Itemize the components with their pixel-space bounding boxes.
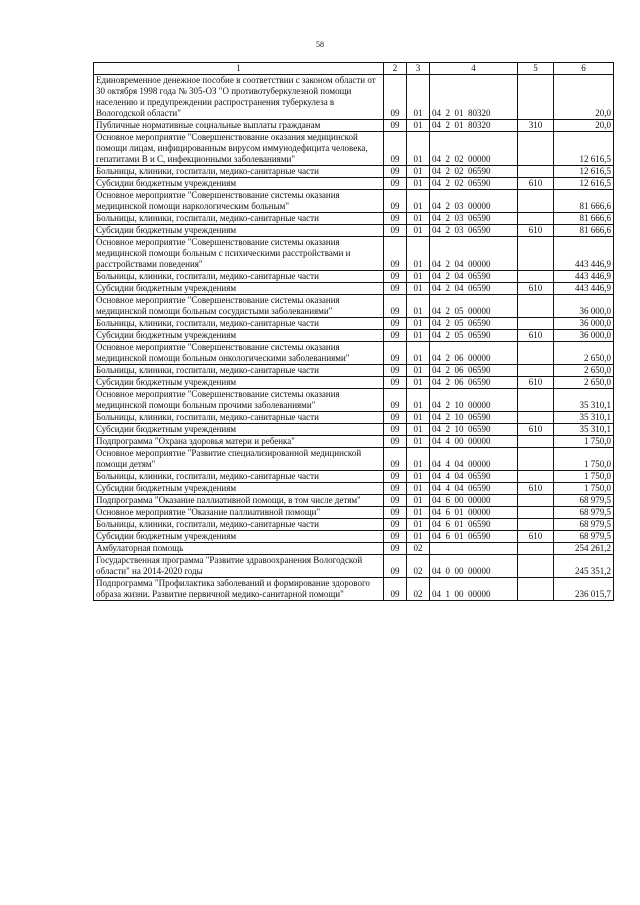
row-name: Субсидии бюджетным учреждениям — [94, 178, 384, 190]
column-header: 3 — [407, 63, 430, 75]
row-section: 09 — [384, 448, 407, 471]
row-name: Основное мероприятие "Развитие специализированной медицинской помощи детям" — [94, 448, 384, 471]
table-row — [94, 120, 614, 132]
row-amount: 36 000,0 — [554, 330, 614, 342]
row-subsection: 01 — [407, 424, 430, 436]
row-section: 09 — [384, 75, 407, 120]
row-target-code: 04 2 05 00000 — [430, 295, 518, 318]
row-name: Субсидии бюджетным учреждениям — [94, 330, 384, 342]
row-name: Субсидии бюджетным учреждениям — [94, 483, 384, 495]
row-name: Единовременное денежное пособие в соответствии с законом области от 30 октября 1998 года № 305-ОЗ "О противотуберкулезной помощи населению и предупреждении распространения туберкулеза в Вологодской области" — [94, 75, 384, 120]
row-target-code: 04 2 04 06590 — [430, 271, 518, 283]
column-header: 4 — [430, 63, 518, 75]
row-section: 09 — [384, 436, 407, 448]
row-name: Больницы, клиники, госпитали, медико-санитарные части — [94, 412, 384, 424]
table-row — [94, 237, 614, 271]
row-amount: 254 261,2 — [554, 543, 614, 555]
row-section: 09 — [384, 519, 407, 531]
row-name: Субсидии бюджетным учреждениям — [94, 424, 384, 436]
row-expense-type: 310 — [518, 120, 554, 132]
row-expense-type — [518, 271, 554, 283]
column-header: 5 — [518, 63, 554, 75]
table-row — [94, 318, 614, 330]
row-amount: 236 015,7 — [554, 578, 614, 601]
row-target-code: 04 2 06 00000 — [430, 342, 518, 365]
row-name: Основное мероприятие "Совершенствование системы оказания медицинской помощи больным прочими заболеваниями" — [94, 389, 384, 412]
row-target-code: 04 2 05 06590 — [430, 318, 518, 330]
table-row — [94, 436, 614, 448]
row-section: 09 — [384, 578, 407, 601]
row-section: 09 — [384, 483, 407, 495]
row-amount: 20,0 — [554, 120, 614, 132]
row-amount: 12 616,5 — [554, 178, 614, 190]
row-subsection: 01 — [407, 471, 430, 483]
row-subsection: 01 — [407, 412, 430, 424]
table-row — [94, 531, 614, 543]
row-expense-type: 610 — [518, 283, 554, 295]
row-amount: 1 750,0 — [554, 471, 614, 483]
row-amount: 35 310,1 — [554, 424, 614, 436]
row-amount: 2 650,0 — [554, 365, 614, 377]
row-name: Основное мероприятие "Совершенствование системы оказания медицинской помощи больным сосудистыми заболеваниями" — [94, 295, 384, 318]
row-section: 09 — [384, 213, 407, 225]
row-expense-type: 610 — [518, 330, 554, 342]
row-expense-type: 610 — [518, 377, 554, 389]
row-section: 09 — [384, 424, 407, 436]
row-name: Публичные нормативные социальные выплаты гражданам — [94, 120, 384, 132]
row-expense-type — [518, 555, 554, 578]
row-amount: 12 616,5 — [554, 132, 614, 166]
row-subsection: 01 — [407, 318, 430, 330]
row-target-code: 04 0 00 00000 — [430, 555, 518, 578]
row-section: 09 — [384, 132, 407, 166]
row-target-code: 04 6 00 00000 — [430, 495, 518, 507]
row-section: 09 — [384, 190, 407, 213]
table-row — [94, 342, 614, 365]
row-name: Основное мероприятие "Оказание паллиативной помощи" — [94, 507, 384, 519]
row-subsection: 01 — [407, 213, 430, 225]
row-subsection: 01 — [407, 190, 430, 213]
row-expense-type — [518, 471, 554, 483]
table-row — [94, 166, 614, 178]
row-expense-type — [518, 295, 554, 318]
table-row — [94, 178, 614, 190]
row-amount: 443 446,9 — [554, 283, 614, 295]
row-target-code: 04 1 00 00000 — [430, 578, 518, 601]
row-subsection: 02 — [407, 578, 430, 601]
row-name: Основное мероприятие "Совершенствование системы оказания медицинской помощи наркологическим больным" — [94, 190, 384, 213]
row-subsection: 01 — [407, 132, 430, 166]
row-target-code: 04 4 04 06590 — [430, 483, 518, 495]
row-amount: 68 979,5 — [554, 507, 614, 519]
row-subsection: 01 — [407, 436, 430, 448]
row-expense-type — [518, 342, 554, 365]
row-section: 09 — [384, 178, 407, 190]
row-expense-type — [518, 132, 554, 166]
table-row — [94, 555, 614, 578]
row-target-code: 04 2 02 00000 — [430, 132, 518, 166]
row-amount: 443 446,9 — [554, 237, 614, 271]
row-target-code: 04 2 03 06590 — [430, 213, 518, 225]
table-row — [94, 271, 614, 283]
row-amount: 81 666,6 — [554, 225, 614, 237]
row-target-code: 04 2 06 06590 — [430, 365, 518, 377]
row-section: 09 — [384, 495, 407, 507]
row-name: Субсидии бюджетным учреждениям — [94, 377, 384, 389]
row-section: 09 — [384, 342, 407, 365]
row-amount: 68 979,5 — [554, 519, 614, 531]
row-name: Больницы, клиники, госпитали, медико-санитарные части — [94, 213, 384, 225]
row-target-code: 04 2 04 00000 — [430, 237, 518, 271]
row-subsection: 01 — [407, 271, 430, 283]
row-section: 09 — [384, 166, 407, 178]
table-row — [94, 75, 614, 120]
row-target-code: 04 2 01 80320 — [430, 75, 518, 120]
table-row — [94, 283, 614, 295]
row-section: 09 — [384, 271, 407, 283]
row-expense-type — [518, 75, 554, 120]
column-header: 6 — [554, 63, 614, 75]
row-name: Основное мероприятие "Совершенствование системы оказания медицинской помощи больным с психическими расстройствами и расстройствами поведения" — [94, 237, 384, 271]
row-amount: 1 750,0 — [554, 483, 614, 495]
row-amount: 20,0 — [554, 75, 614, 120]
row-subsection: 02 — [407, 543, 430, 555]
row-expense-type — [518, 543, 554, 555]
row-target-code: 04 2 02 06590 — [430, 178, 518, 190]
row-section: 09 — [384, 295, 407, 318]
row-section: 09 — [384, 318, 407, 330]
table-row — [94, 412, 614, 424]
table-row — [94, 471, 614, 483]
row-subsection: 01 — [407, 75, 430, 120]
row-section: 09 — [384, 543, 407, 555]
table-row — [94, 495, 614, 507]
row-target-code: 04 2 01 80320 — [430, 120, 518, 132]
row-expense-type: 610 — [518, 225, 554, 237]
row-amount: 68 979,5 — [554, 495, 614, 507]
row-subsection: 02 — [407, 555, 430, 578]
row-target-code: 04 4 04 06590 — [430, 471, 518, 483]
row-name: Основное мероприятие "Совершенствование оказания медицинской помощи лицам, инфицированным вирусом иммунодефицита человека, гепатитами В и С, инфекционными заболеваниями" — [94, 132, 384, 166]
row-target-code: 04 4 04 00000 — [430, 448, 518, 471]
row-subsection: 01 — [407, 120, 430, 132]
table-row — [94, 448, 614, 471]
row-section: 09 — [384, 330, 407, 342]
row-subsection: 01 — [407, 377, 430, 389]
row-expense-type — [518, 412, 554, 424]
row-section: 09 — [384, 120, 407, 132]
row-section: 09 — [384, 507, 407, 519]
row-target-code: 04 2 10 00000 — [430, 389, 518, 412]
table-row — [94, 190, 614, 213]
row-name: Основное мероприятие "Совершенствование системы оказания медицинской помощи больным онкологическими заболеваниями" — [94, 342, 384, 365]
budget-table — [93, 62, 614, 601]
row-expense-type — [518, 166, 554, 178]
row-section: 09 — [384, 225, 407, 237]
row-expense-type: 610 — [518, 483, 554, 495]
row-name: Подпрограмма "Оказание паллиативной помощи, в том числе детям" — [94, 495, 384, 507]
row-amount: 1 750,0 — [554, 448, 614, 471]
row-section: 09 — [384, 365, 407, 377]
row-target-code: 04 4 00 00000 — [430, 436, 518, 448]
row-name: Субсидии бюджетным учреждениям — [94, 283, 384, 295]
row-subsection: 01 — [407, 519, 430, 531]
row-subsection: 01 — [407, 495, 430, 507]
row-target-code: 04 2 05 06590 — [430, 330, 518, 342]
row-name: Больницы, клиники, госпитали, медико-санитарные части — [94, 166, 384, 178]
row-section: 09 — [384, 283, 407, 295]
row-subsection: 01 — [407, 507, 430, 519]
row-amount: 1 750,0 — [554, 436, 614, 448]
table-row — [94, 389, 614, 412]
row-name: Субсидии бюджетным учреждениям — [94, 225, 384, 237]
row-amount: 2 650,0 — [554, 342, 614, 365]
row-target-code: 04 2 03 00000 — [430, 190, 518, 213]
row-expense-type — [518, 448, 554, 471]
table-header-row — [94, 63, 614, 75]
row-target-code: 04 6 01 06590 — [430, 519, 518, 531]
row-amount: 245 351,2 — [554, 555, 614, 578]
row-subsection: 01 — [407, 225, 430, 237]
row-name: Больницы, клиники, госпитали, медико-санитарные части — [94, 271, 384, 283]
table-row — [94, 578, 614, 601]
row-subsection: 01 — [407, 448, 430, 471]
row-amount: 35 310,1 — [554, 389, 614, 412]
row-amount: 35 310,1 — [554, 412, 614, 424]
row-subsection: 01 — [407, 531, 430, 543]
row-name: Амбулаторная помощь — [94, 543, 384, 555]
row-amount: 36 000,0 — [554, 295, 614, 318]
table-row — [94, 543, 614, 555]
row-name: Субсидии бюджетным учреждениям — [94, 531, 384, 543]
row-amount: 81 666,6 — [554, 213, 614, 225]
table-row — [94, 519, 614, 531]
row-section: 09 — [384, 412, 407, 424]
row-target-code: 04 2 04 06590 — [430, 283, 518, 295]
table-row — [94, 483, 614, 495]
table-row — [94, 213, 614, 225]
row-section: 09 — [384, 377, 407, 389]
table-row — [94, 365, 614, 377]
row-section: 09 — [384, 237, 407, 271]
row-section: 09 — [384, 531, 407, 543]
row-expense-type — [518, 519, 554, 531]
row-subsection: 01 — [407, 342, 430, 365]
row-subsection: 01 — [407, 283, 430, 295]
row-expense-type — [518, 507, 554, 519]
row-subsection: 01 — [407, 237, 430, 271]
row-expense-type — [518, 237, 554, 271]
row-expense-type — [518, 389, 554, 412]
row-expense-type — [518, 318, 554, 330]
row-section: 09 — [384, 389, 407, 412]
row-subsection: 01 — [407, 483, 430, 495]
table-row — [94, 225, 614, 237]
row-subsection: 01 — [407, 295, 430, 318]
row-name: Больницы, клиники, госпитали, медико-санитарные части — [94, 365, 384, 377]
row-expense-type: 610 — [518, 178, 554, 190]
row-name: Больницы, клиники, госпитали, медико-санитарные части — [94, 318, 384, 330]
column-header: 1 — [94, 63, 384, 75]
row-expense-type — [518, 365, 554, 377]
row-section: 09 — [384, 555, 407, 578]
row-section: 09 — [384, 471, 407, 483]
row-subsection: 01 — [407, 389, 430, 412]
row-expense-type — [518, 190, 554, 213]
table-row — [94, 377, 614, 389]
row-amount: 443 446,9 — [554, 271, 614, 283]
row-amount: 81 666,6 — [554, 190, 614, 213]
row-amount: 68 979,5 — [554, 531, 614, 543]
row-name: Подпрограмма "Охрана здоровья матери и ребенка" — [94, 436, 384, 448]
row-expense-type — [518, 495, 554, 507]
row-subsection: 01 — [407, 166, 430, 178]
row-expense-type — [518, 578, 554, 601]
table-row — [94, 132, 614, 166]
row-target-code — [430, 543, 518, 555]
row-name: Государственная программа "Развитие здравоохранения Вологодской области" на 2014-2020 годы — [94, 555, 384, 578]
table-row — [94, 295, 614, 318]
row-amount: 12 616,5 — [554, 166, 614, 178]
row-name: Подпрограмма "Профилактика заболеваний и формирование здорового образа жизни. Развитие первичной медико-санитарной помощи" — [94, 578, 384, 601]
row-expense-type — [518, 213, 554, 225]
row-target-code: 04 2 03 06590 — [430, 225, 518, 237]
row-target-code: 04 2 10 06590 — [430, 424, 518, 436]
row-expense-type — [518, 436, 554, 448]
row-name: Больницы, клиники, госпитали, медико-санитарные части — [94, 471, 384, 483]
row-subsection: 01 — [407, 330, 430, 342]
row-target-code: 04 2 02 06590 — [430, 166, 518, 178]
row-expense-type: 610 — [518, 424, 554, 436]
row-subsection: 01 — [407, 178, 430, 190]
row-target-code: 04 6 01 00000 — [430, 507, 518, 519]
row-expense-type: 610 — [518, 531, 554, 543]
table-row — [94, 507, 614, 519]
row-name: Больницы, клиники, госпитали, медико-санитарные части — [94, 519, 384, 531]
column-header: 2 — [384, 63, 407, 75]
row-subsection: 01 — [407, 365, 430, 377]
page-number: 58 — [316, 40, 324, 49]
row-target-code: 04 2 06 06590 — [430, 377, 518, 389]
row-amount: 2 650,0 — [554, 377, 614, 389]
table-row — [94, 330, 614, 342]
row-target-code: 04 6 01 06590 — [430, 531, 518, 543]
row-target-code: 04 2 10 06590 — [430, 412, 518, 424]
table-row — [94, 424, 614, 436]
row-amount: 36 000,0 — [554, 318, 614, 330]
